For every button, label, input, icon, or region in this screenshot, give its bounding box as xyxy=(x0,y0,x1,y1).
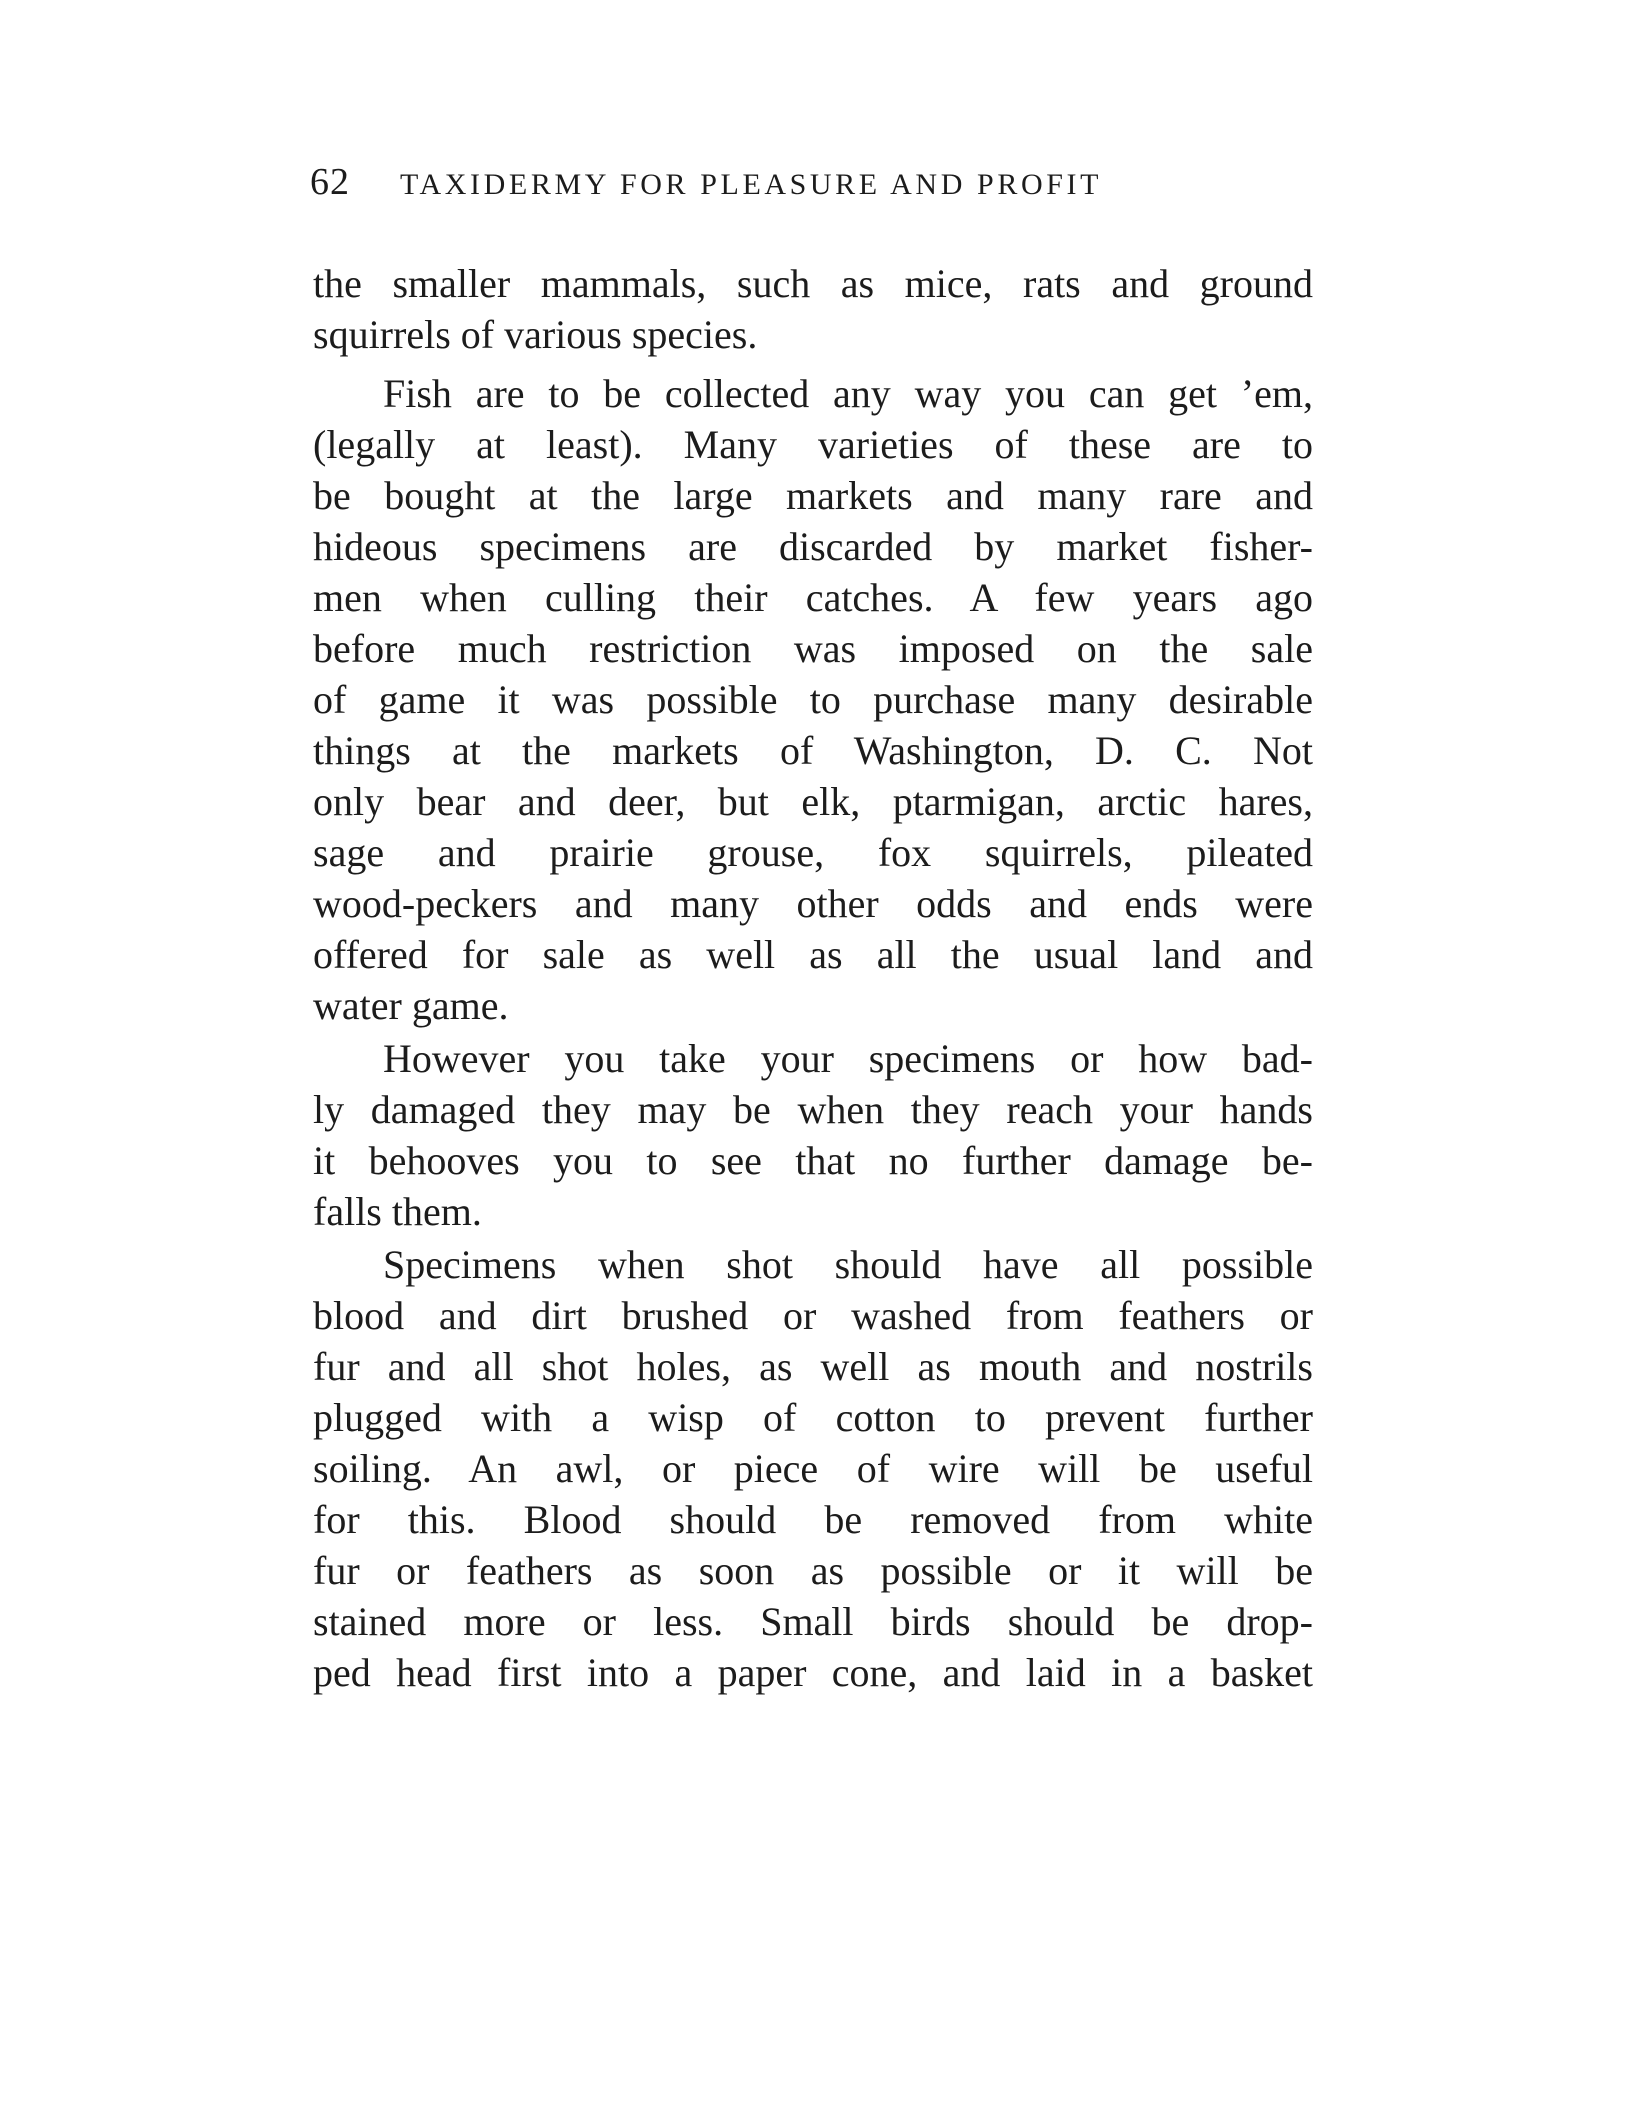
text-line: the smaller mammals, such as mice, rats and ground xyxy=(313,261,1313,306)
text-line: offered for sale as well as all the usual land and xyxy=(313,932,1313,977)
text-line: blood and dirt brushed or washed from feathers or xyxy=(313,1293,1313,1338)
text-line: before much restriction was imposed on the sale xyxy=(313,626,1313,671)
text-line: squirrels of various species. xyxy=(313,312,758,357)
text-line: ped head first into a paper cone, and laid in a basket xyxy=(313,1650,1313,1695)
text-line: Fish are to be collected any way you can get ’em, xyxy=(383,371,1313,416)
page-number: 62 xyxy=(310,161,350,203)
book-title: TAXIDERMY FOR PLEASURE AND PROFIT xyxy=(400,168,1103,201)
running-head xyxy=(310,160,1310,210)
text-line: sage and prairie grouse, fox squirrels, pileated xyxy=(313,830,1313,875)
text-line: fur or feathers as soon as possible or it will be xyxy=(313,1548,1313,1593)
text-line: hideous specimens are discarded by market fisher- xyxy=(313,524,1313,569)
text-line: wood-peckers and many other odds and ends were xyxy=(313,881,1313,926)
text-line: only bear and deer, but elk, ptarmigan, arctic hares, xyxy=(313,779,1313,824)
text-line: fur and all shot holes, as well as mouth and nostrils xyxy=(313,1344,1313,1389)
text-line: However you take your specimens or how bad- xyxy=(383,1036,1313,1081)
text-line: of game it was possible to purchase many desirable xyxy=(313,677,1313,722)
text-line: for this. Blood should be removed from white xyxy=(313,1497,1313,1542)
text-line: falls them. xyxy=(313,1189,482,1234)
text-line: Specimens when shot should have all possible xyxy=(383,1242,1313,1287)
text-line: soiling. An awl, or piece of wire will be useful xyxy=(313,1446,1313,1491)
text-line: plugged with a wisp of cotton to prevent further xyxy=(313,1395,1313,1440)
text-line: stained more or less. Small birds should be drop- xyxy=(313,1599,1313,1644)
text-line: water game. xyxy=(313,983,509,1028)
text-line: it behooves you to see that no further damage be- xyxy=(313,1138,1313,1183)
text-line: men when culling their catches. A few years ago xyxy=(313,575,1313,620)
text-line: (legally at least). Many varieties of these are to xyxy=(313,422,1313,467)
text-line: be bought at the large markets and many rare and xyxy=(313,473,1313,518)
text-line: things at the markets of Washington, D. C. Not xyxy=(313,728,1313,773)
text-line: ly damaged they may be when they reach your hands xyxy=(313,1087,1313,1132)
